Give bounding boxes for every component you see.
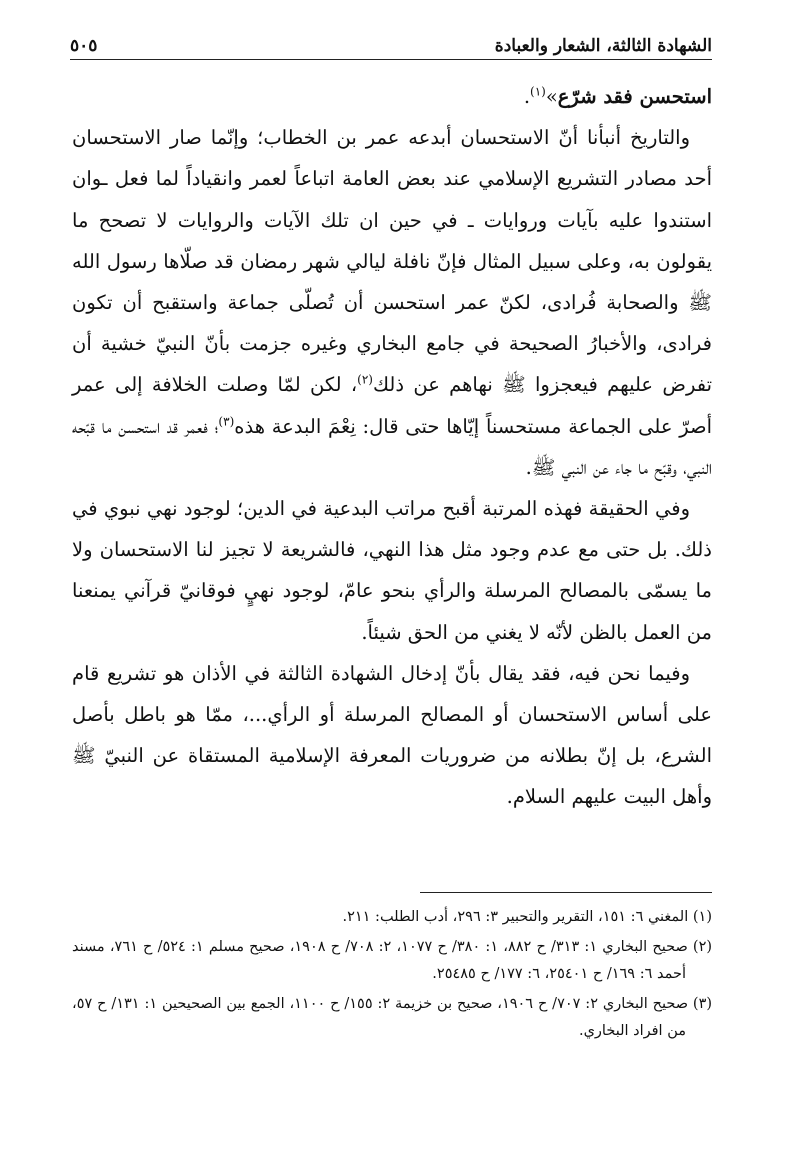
footnotes	[72, 904, 712, 1048]
footnote-3: (٣) صحيح البخاري ٢: ٧٠٧/ ح ١٩٠٦، صحيح بن خزيمة ٢: ١٥٥/ ح ١١٠٠، الجمع بين الصحيحين ١: ١٣١/ ح ٥٧، من افراد البخاري.	[72, 995, 713, 1039]
quote-mark: »	[545, 85, 558, 108]
footnote-ref-3: (٣)	[218, 414, 235, 429]
page-header	[70, 30, 712, 60]
body-text	[72, 76, 712, 818]
footnote-ref-2: (٢)	[357, 372, 373, 387]
running-title: الشهادة الثالثة، الشعار والعبادة	[494, 36, 712, 56]
footnote-2: (٢) صحيح البخاري ١: ٣١٣/ ح ٨٨٢، ١: ٣٨٠/ ح ١٠٧٧، ٢: ٧٠٨/ ح ١٩٠٨، صحيح مسلم ١: ٥٢٤/ ح ٧٦١، مسند أحمد ٦: ١٦٩/ ح ٢٥٤٠١، ٦: ١٧٧/ ح ٢٥٤٨٥.	[72, 938, 713, 982]
footnote-1: (١) المغني ٦: ١٥١، التقرير والتحبير ٣: ٢٩٦، أدب الطلب: ٢١١.	[342, 909, 712, 925]
quote-end-text: استحسن فقد شرّع	[557, 85, 712, 108]
paragraph-2-part-a: والتاريخ أنبأنا أنّ الاستحسان أبدعه عمر بن الخطاب؛ وإنّما صار الاستحسان أحد مصادر التشريع الإسلامي عند بعض العامة اتباعاً لعمر وانقياداً لما فعل ـوان استندوا عليه بآيات وروايات ـ في حين ان تلك الآيات والروايات لا تصحح ما يقولون به، وعلى سبيل المثال فإنّ نافلة ليالي شهر رمضان قد صلّاها رسول الله ﷺ والصحابة فُرادى، لكنّ عمر استحسن أن تُصلّى جماعة واستقبح أن تكون فرادى، والأخبارُ الصحيحة في جامع البخاري وغيره جزمت بأنّ النبيّ خشية أن تفرض عليهم فيعجزوا ﷺ نهاهم عن ذلك	[72, 126, 712, 397]
paragraph-4: وفيما نحن فيه، فقد يقال بأنّ إدخال الشهادة الثالثة في الأذان هو تشريع قام على أساس الاستحسان أو المصالح المرسلة أو الرأي...، ممّا هو باطل بأصل الشرع، بل إنّ بطلانه من ضروريات المعرفة الإسلامية المستقاة عن النبيّ ﷺ وأهل البيت عليهم السلام.	[72, 661, 712, 809]
paragraph-2	[72, 117, 712, 488]
footnote-divider	[420, 892, 712, 893]
page-number: ٥٠٥	[70, 36, 98, 56]
footnote-ref-1: (١)	[530, 84, 546, 99]
period: .	[523, 85, 531, 108]
paragraph-1	[72, 76, 712, 117]
paragraph-2-part-c: ؛ فعمر قد استحسن ما قبّحه النبي، وقبّح ما جاء عن النبي ﷺ.	[72, 414, 712, 479]
paragraph-3: وفي الحقيقة فهذه المرتبة أقبح مراتب البدعية في الدين؛ لوجود نهي نبوي في ذلك. بل حتى مع عدم وجود مثل هذا النهي، فالشريعة لا تجيز لنا الاستحسان ولا ما يسمّى بالمصالح المرسلة والرأي بنحو عامّ، لوجود نهيٍ فوقانيّ قرآني يمنعنا من العمل بالظن لأنّه لا يغني من الحق شيئاً.	[72, 497, 712, 644]
paragraph-2-part-b: ، لكن لمّا وصلت الخلافة إلى عمر أصرّ على الجماعة مستحسناً إيّاها حتى قال: نِعْمَ البدعة هذه	[72, 373, 712, 438]
